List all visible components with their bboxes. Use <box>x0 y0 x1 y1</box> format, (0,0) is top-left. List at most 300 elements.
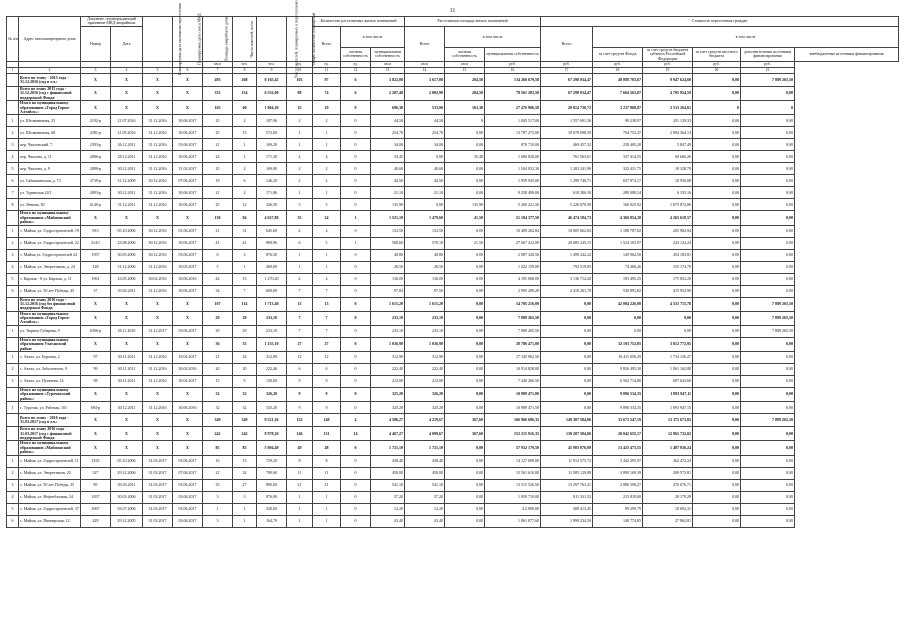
table-cell: 31.03.2017 <box>143 455 173 467</box>
table-cell: 45 983 876,89 <box>541 441 593 455</box>
table-cell: 3 <box>203 491 233 503</box>
table-cell: 12 <box>287 352 313 364</box>
table-cell: 0,00 <box>445 225 485 237</box>
unit-cell: кв.м <box>405 62 445 68</box>
table-cell: 0 <box>341 273 371 285</box>
table-cell: 2 <box>233 115 257 127</box>
address-cell: с. Актал, ул. Заболотного, 9 <box>19 364 81 376</box>
table-cell: 33 673 547,19 <box>593 414 643 427</box>
table-cell: 30.12.2016 <box>143 237 173 249</box>
table-cell: 7 604 563,07 <box>593 87 643 101</box>
table-cell: 67 298 034,47 <box>541 87 593 101</box>
table-cell: 25 <box>203 163 233 175</box>
address-cell: с. Майма, ул. Нефтебазовая, 24 <box>19 491 81 503</box>
address-cell: Итого по муниципальному образованию «Майминский район»: <box>19 441 81 455</box>
table-cell: 0 <box>341 285 371 297</box>
table-cell: 0,00 <box>693 491 741 503</box>
table-cell: 1 155,10 <box>257 337 287 351</box>
table-cell: X <box>111 74 143 87</box>
table-cell: 0,00 <box>693 175 741 187</box>
table-cell: 1 <box>287 139 313 151</box>
table-cell: 7 889 265,50 <box>741 311 795 325</box>
table-cell: 175 852,20 <box>643 273 693 285</box>
subtotal-row <box>7 337 899 351</box>
table-cell: 0,00 <box>693 414 741 427</box>
table-cell: 46 474 184,73 <box>541 211 593 225</box>
table-cell: 0,00 <box>693 479 741 491</box>
table-cell: 169,20 <box>257 139 287 151</box>
table-cell: 0,00 <box>541 311 593 325</box>
table-cell: 0,00 <box>445 187 485 199</box>
table-cell: 233,10 <box>257 311 287 325</box>
table-cell: 322 431,75 <box>593 163 643 175</box>
table-row <box>7 467 899 479</box>
table-cell: 11 <box>287 467 313 479</box>
table-cell: 0,00 <box>741 273 795 285</box>
table-cell: 31.12.2016 <box>143 199 173 211</box>
table-cell: 4 <box>7 491 19 503</box>
table-cell: X <box>111 297 143 311</box>
address-cell: Всего по этапу - 2015 года - 31.12.2016 (год в т.ч.: <box>19 74 81 87</box>
table-cell: 44,50 <box>405 175 445 187</box>
table-cell: 31.12.2016 <box>143 376 173 388</box>
table-cell: 222,40 <box>405 364 445 376</box>
table-cell: 0,00 <box>693 211 741 225</box>
table-cell: 2 <box>7 237 19 249</box>
table-cell: 03.06.2017 <box>173 325 203 337</box>
table-cell: 704 752,37 <box>593 127 643 139</box>
table-cell: 37,20 <box>371 491 405 503</box>
table-cell: 40,60 <box>371 163 405 175</box>
table-cell: 9 <box>233 376 257 388</box>
unit-cell: ед. <box>313 62 341 68</box>
table-cell: 27 667 412,00 <box>485 237 541 249</box>
table-cell: 31.12.2016 <box>143 402 173 414</box>
table-cell: 541,10 <box>371 479 405 491</box>
table-cell: 10 005 662,84 <box>541 225 593 237</box>
address-cell: с. Майма, ул. Энергетиков, д. 24 <box>19 261 81 273</box>
table-cell: 1 479,60 <box>405 211 445 225</box>
table-cell: 21,10 <box>405 187 445 199</box>
table-cell: X <box>111 211 143 225</box>
table-cell: 2 087 320,56 <box>485 249 541 261</box>
table-cell: 05.10.2006 <box>111 455 143 467</box>
table-cell: 333 <box>203 87 233 101</box>
table-cell: X <box>81 388 111 402</box>
table-cell: 0 <box>341 479 371 491</box>
table-cell: 0,00 <box>693 199 741 211</box>
subtotal-row <box>7 87 899 101</box>
table-cell: X <box>143 74 173 87</box>
table-cell: 4739-р <box>81 175 111 187</box>
table-cell: 48 088 783,67 <box>593 74 643 87</box>
column-index-cell: 4 <box>111 68 143 74</box>
table-cell <box>7 427 19 441</box>
table-cell: 469 457,32 <box>541 139 593 151</box>
table-cell: 21 <box>313 479 341 491</box>
table-cell: 31.12.2016 <box>143 364 173 376</box>
table-cell: 0 <box>341 151 371 163</box>
table-cell: 7 <box>233 285 257 297</box>
table-cell: 34 <box>313 211 341 225</box>
table-cell: 1 <box>313 491 341 503</box>
table-cell: 03.06.2017 <box>173 249 203 261</box>
table-cell: 291 129,33 <box>643 115 693 127</box>
table-cell: 31.12.2016 <box>143 352 173 364</box>
table-cell: 32 <box>233 388 257 402</box>
table-cell: 10 989 471,50 <box>485 402 541 414</box>
table-cell: 1 <box>287 127 313 139</box>
table-cell: 4 705 954,59 <box>643 87 693 101</box>
table-cell: 2 <box>233 187 257 199</box>
table-cell: 0,00 <box>741 237 795 249</box>
column-index-cell: 2 <box>19 68 81 74</box>
table-row <box>7 225 899 237</box>
table-cell: 1 <box>287 187 313 199</box>
table-cell: 140 774,05 <box>593 515 643 527</box>
table-cell: X <box>173 311 203 325</box>
table-cell: 0,00 <box>693 115 741 127</box>
table-row <box>7 187 899 199</box>
table-cell: 326,50 <box>257 199 287 211</box>
table-cell: 0,00 <box>741 225 795 237</box>
table-cell: 0,00 <box>693 364 741 376</box>
table-cell: 541,10 <box>405 479 445 491</box>
table-cell: 1 713,40 <box>257 297 287 311</box>
table-cell: 31.03.2017 <box>173 163 203 175</box>
table-cell: 30.06.2017 <box>173 127 203 139</box>
table-cell: 1 <box>313 127 341 139</box>
table-cell: 23.08.2006 <box>111 237 143 249</box>
table-cell: 2 <box>7 467 19 479</box>
table-cell: 03.06.2017 <box>173 515 203 527</box>
table-cell: 107 <box>203 297 233 311</box>
table-cell: 2381-р <box>81 127 111 139</box>
table-cell: 233,10 <box>371 325 405 337</box>
table-cell: 07.06.2017 <box>173 467 203 479</box>
table-cell: 6 <box>7 175 19 187</box>
table-cell: 212,00 <box>405 376 445 388</box>
table-cell: 0,00 <box>445 479 485 491</box>
table-cell: 5 847,49 <box>643 139 693 151</box>
table-cell: 1 <box>287 491 313 503</box>
table-cell: 0,00 <box>693 388 741 402</box>
table-cell: 97 <box>313 74 341 87</box>
table-cell: X <box>111 427 143 441</box>
table-cell: 4 <box>341 414 371 427</box>
table-cell: 3 <box>7 479 19 491</box>
table-cell <box>7 414 19 427</box>
table-cell: 74 466,26 <box>593 261 643 273</box>
table-cell: 30.12.2016 <box>143 175 173 187</box>
table-cell <box>7 311 19 325</box>
table-cell: 268 <box>233 74 257 87</box>
address-cell: с. Майма, ул. Энергетиков, 22 <box>19 467 81 479</box>
table-cell: 29 <box>233 311 257 325</box>
table-cell: 131 <box>313 427 341 441</box>
table-cell: 9 826 495,30 <box>593 364 643 376</box>
table-cell: 2093-р <box>81 187 111 199</box>
table-cell: 0 <box>341 388 371 402</box>
table-cell: 0,00 <box>741 515 795 527</box>
table-cell: 0 <box>341 261 371 273</box>
table-cell: 0 <box>341 441 371 455</box>
header-planned-end: Планируемая дата окончания переселения <box>143 17 173 62</box>
table-cell: 2 886 598,27 <box>593 479 643 491</box>
table-cell: 349 <box>233 414 257 427</box>
table-cell: 166 966 686,35 <box>485 414 541 427</box>
table-cell: 79 561 283,50 <box>485 87 541 101</box>
table-cell: 645,60 <box>257 225 287 237</box>
table-cell: 1 734 136,27 <box>643 352 693 364</box>
column-index-cell: 16 <box>485 68 541 74</box>
table-cell: 27 862,81 <box>643 515 693 527</box>
table-cell: 12,20 <box>371 503 405 515</box>
table-cell: 0 <box>445 115 485 127</box>
table-cell: 314/1 <box>81 237 111 249</box>
unit-cell: руб. <box>593 62 643 68</box>
unit-cell: чел. <box>233 62 257 68</box>
table-cell: 0 <box>341 139 371 151</box>
table-cell: 193 495,25 <box>593 273 643 285</box>
table-cell: 1 524 103,97 <box>593 237 643 249</box>
subtotal-row <box>7 74 899 87</box>
table-cell: 2 <box>313 115 341 127</box>
table-cell: 21.05.2016 <box>111 127 143 139</box>
table-cell: 30.12.2011 <box>111 163 143 175</box>
table-cell: 7 <box>313 285 341 297</box>
table-cell: 242 <box>203 427 233 441</box>
table-cell: 325,20 <box>371 388 405 402</box>
table-cell: 0,00 <box>741 479 795 491</box>
table-cell: 0,00 <box>541 402 593 414</box>
table-cell: 1 <box>287 261 313 273</box>
table-cell: 0,00 <box>445 285 485 297</box>
table-cell: 1 <box>203 503 233 515</box>
table-cell: 31.12.2016 <box>143 127 173 139</box>
table-cell: 469,00 <box>257 261 287 273</box>
table-cell: 14 <box>341 427 371 441</box>
table-cell: 31.12.2016 <box>143 187 173 199</box>
table-cell: 30.11.2011 <box>111 376 143 388</box>
header-rooms-total-col: Всего <box>313 26 341 61</box>
table-cell: 48 <box>313 441 341 455</box>
header-area-incl: в том числе <box>445 26 541 47</box>
table-cell: 97 <box>81 352 111 364</box>
table-cell: 3 136 714,20 <box>541 273 593 285</box>
table-cell: 31.12.2017 <box>143 325 173 337</box>
table-cell: 1 557 691,36 <box>541 115 593 127</box>
table-cell: 280 088,24 <box>593 187 643 199</box>
table-row <box>7 455 899 467</box>
table-cell: 0,00 <box>593 325 643 337</box>
table-cell: 0,00 <box>741 187 795 199</box>
table-cell: 114 <box>233 297 257 311</box>
header-doc-date: Дата <box>111 26 143 61</box>
table-cell: 1 <box>7 352 19 364</box>
table-cell: 30.06.2017 <box>173 237 203 249</box>
table-cell: 4 <box>313 225 341 237</box>
table-cell: 327 <box>81 467 111 479</box>
table-cell: 30.03.2017 <box>173 261 203 273</box>
table-cell: 1 675 872,06 <box>643 199 693 211</box>
table-cell: 03.06.2017 <box>173 503 203 515</box>
table-cell: 35 <box>287 211 313 225</box>
table-cell: 80 <box>287 87 313 101</box>
table-cell: 10 409 262,84 <box>485 225 541 237</box>
table-cell: 99 <box>81 364 111 376</box>
table-cell: 13 297 763,41 <box>541 479 593 491</box>
address-cell: Всего по этапу 2016 года - 31.12.2016 (год без финансовой поддержки Фонда <box>19 297 81 311</box>
table-cell: 13 375 673,82 <box>643 414 693 427</box>
table-cell: 31.12.2016 <box>143 261 173 273</box>
header-residents-planned: Число жителей, планируемых к переселению <box>257 17 287 62</box>
table-cell: 0 <box>341 376 371 388</box>
table-cell: 1 <box>233 515 257 527</box>
table-cell: 01.06.2017 <box>173 225 203 237</box>
table-cell: 0,00 <box>741 249 795 261</box>
table-cell: 18 328,79 <box>643 163 693 175</box>
column-index-cell: 21 <box>741 68 795 74</box>
table-cell: 0 <box>341 249 371 261</box>
table-cell: 03.06.2017 <box>173 479 203 491</box>
table-cell: 4 <box>287 225 313 237</box>
table-cell: 326,20 <box>257 388 287 402</box>
table-row <box>7 139 899 151</box>
table-cell: X <box>111 337 143 351</box>
header-cost-other: внебюджетные источники финансирования <box>795 47 899 61</box>
table-cell: 0,00 <box>541 388 593 402</box>
table-cell: 0,00 <box>445 515 485 527</box>
table-cell: 876,00 <box>257 491 287 503</box>
table-cell: 5 094,49 <box>257 441 287 455</box>
column-index-cell: 3 <box>81 68 111 74</box>
table-cell: 6306-р <box>81 325 111 337</box>
table-cell: 1961 <box>81 273 111 285</box>
table-cell: 35,48 <box>445 151 485 163</box>
table-cell: 0 <box>341 311 371 325</box>
table-cell: 0,00 <box>445 273 485 285</box>
table-cell: 0 <box>341 467 371 479</box>
table-cell: X <box>143 388 173 402</box>
table-cell: 8 <box>313 455 341 467</box>
table-cell: 0,00 <box>693 139 741 151</box>
table-cell: X <box>111 311 143 325</box>
table-cell: 800,00 <box>257 479 287 491</box>
table-cell: 17 145 962,50 <box>485 352 541 364</box>
column-index-cell: 9 <box>257 68 287 74</box>
table-cell: 0,00 <box>445 297 485 311</box>
table-cell: 0,00 <box>445 364 485 376</box>
table-cell: 35 <box>203 479 233 491</box>
table-cell: 326,20 <box>405 388 445 402</box>
table-cell: 164,70 <box>257 515 287 527</box>
table-cell: 11 585 129,88 <box>541 467 593 479</box>
table-cell: X <box>143 441 173 455</box>
table-cell: 1 270,20 <box>257 273 287 285</box>
table-cell: X <box>173 414 203 427</box>
table-cell: 2192-р <box>81 115 111 127</box>
table-cell: 32 <box>233 402 257 414</box>
table-cell: 2086-р <box>81 151 111 163</box>
table-cell: 3 442 295,97 <box>593 455 643 467</box>
table-cell: 0 <box>341 352 371 364</box>
table-cell: 31.03.2017 <box>143 479 173 491</box>
table-cell: 0,00 <box>693 337 741 351</box>
table-cell: X <box>81 297 111 311</box>
table-cell: 3 <box>233 249 257 261</box>
table-cell: X <box>81 414 111 427</box>
table-cell: 4 627,80 <box>257 211 287 225</box>
table-cell: 30.06.2017 <box>173 187 203 199</box>
unit-cell: ед. <box>287 62 313 68</box>
column-index-cell: 13 <box>371 68 405 74</box>
table-cell: 15 <box>233 127 257 139</box>
table-cell: 130,00 <box>257 376 287 388</box>
table-cell: 215 818,00 <box>593 491 643 503</box>
table-cell: 0,00 <box>693 249 741 261</box>
table-cell: 30.06.2016 <box>173 402 203 414</box>
table-cell: 0,00 <box>741 352 795 364</box>
table-cell: 5 226 070,58 <box>541 199 593 211</box>
header-doc-group: Документ, подтверждающий признание МКД аварийным <box>81 17 143 27</box>
table-cell: 0 <box>341 115 371 127</box>
table-cell: 6 <box>7 285 19 297</box>
table-cell: 0,00 <box>741 388 795 402</box>
table-cell: 1 <box>313 503 341 515</box>
table-cell: 152 <box>287 414 313 427</box>
table-cell: 24 <box>203 151 233 163</box>
table-cell: 0,00 <box>693 376 741 388</box>
table-cell: 0,00 <box>693 515 741 527</box>
table-cell: 2 904 364,13 <box>643 127 693 139</box>
table-cell: 27 <box>233 479 257 491</box>
unit-cell: руб. <box>643 62 693 68</box>
table-cell: 26.11.2010 <box>111 325 143 337</box>
column-index-cell: 14 <box>405 68 445 74</box>
table-cell: 1 845 517,00 <box>485 115 541 127</box>
table-cell: 204,50 <box>445 87 485 101</box>
table-cell: 31.12.2016 <box>143 285 173 297</box>
table-cell: 0,00 <box>405 199 445 211</box>
table-cell: 233,10 <box>257 325 287 337</box>
table-cell: 5 <box>313 199 341 211</box>
table-cell: 0,00 <box>693 225 741 237</box>
table-cell: 31.12.2016 <box>143 139 173 151</box>
table-cell: 1657 <box>81 491 111 503</box>
table-cell: 0,00 <box>445 491 485 503</box>
table-cell: 9 896 534,35 <box>593 402 643 414</box>
table-cell: 1 <box>341 211 371 225</box>
table-cell: 3 617,00 <box>405 74 445 87</box>
table-cell: 30.04.2017 <box>173 376 203 388</box>
table-cell: 20 042 655,17 <box>593 427 643 441</box>
table-cell: 0,00 <box>693 127 741 139</box>
table-cell: 03.04.2011 <box>111 285 143 297</box>
table-cell: 44,50 <box>371 175 405 187</box>
table-cell: 242 <box>233 427 257 441</box>
table-cell: 1 721,10 <box>371 441 405 455</box>
table-cell: 1 861 877,60 <box>485 515 541 527</box>
column-index-cell: 1 <box>7 68 19 74</box>
column-index-cell: 20 <box>693 68 741 74</box>
address-cell: с. Майма, ул. Гидростроителей, 22 <box>19 237 81 249</box>
table-cell: 135,90 <box>445 199 485 211</box>
table-cell: 103 <box>287 74 313 87</box>
address-cell: с. Карлык - 8 ул. Карлык, д. 11 <box>19 273 81 285</box>
table-cell: 6 562 714,80 <box>593 376 643 388</box>
table-cell: 31.12.2016 <box>143 151 173 163</box>
